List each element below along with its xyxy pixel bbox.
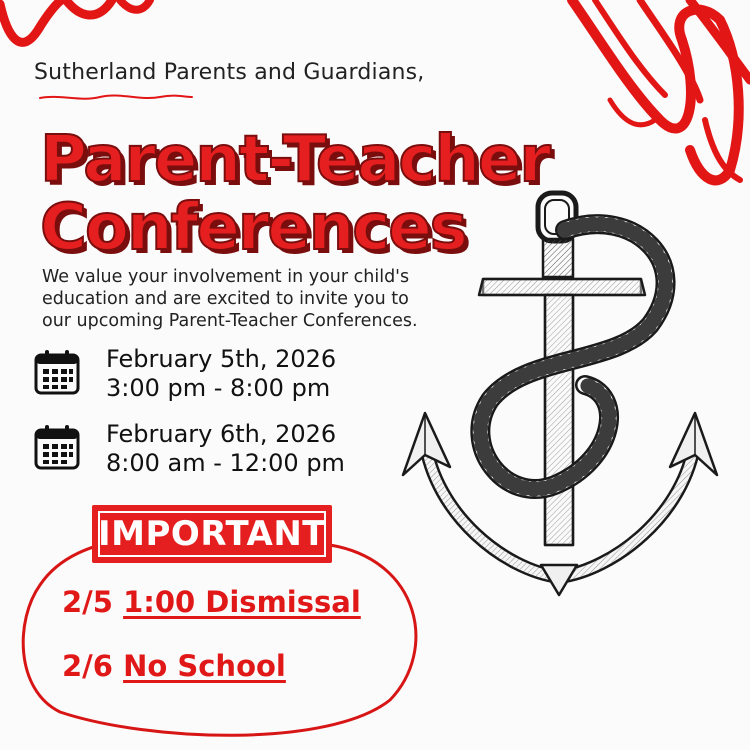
title-line-1: Parent-Teacher <box>40 123 549 197</box>
notice-1-date: 2/5 <box>62 585 113 619</box>
intro-line-2: education and are excited to invite you to <box>42 289 409 309</box>
date-2: February 6th, 2026 <box>106 420 337 448</box>
greeting-text: Sutherland Parents and Guardians, <box>34 60 425 85</box>
calendar-icon <box>33 348 81 396</box>
intro-line-3: our upcoming Parent-Teacher Conferences. <box>42 311 418 331</box>
date-1: February 5th, 2026 <box>106 345 337 373</box>
important-badge <box>92 505 332 563</box>
notice-2 <box>62 649 286 683</box>
intro-line-1: We value your involvement in your child's <box>42 267 410 287</box>
title-line-2: Conferences <box>40 191 466 265</box>
notice-1-text: 1:00 Dismissal <box>123 585 361 619</box>
calendar-icon <box>33 423 81 471</box>
time-1: 3:00 pm - 8:00 pm <box>106 374 331 402</box>
important-label: IMPORTANT <box>98 514 326 554</box>
notice-1 <box>62 585 361 619</box>
anchor-with-rope-icon <box>395 185 725 600</box>
time-2: 8:00 am - 12:00 pm <box>106 449 345 477</box>
notice-2-text: No School <box>123 649 286 683</box>
notice-2-date: 2/6 <box>62 649 113 683</box>
